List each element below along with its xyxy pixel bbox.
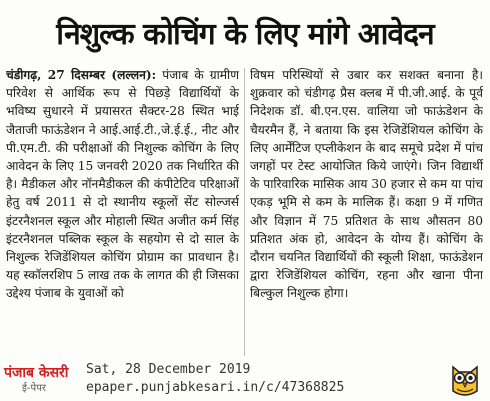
article-dateline: चंडीगढ़, 27 दिसम्बर (लल्लन): bbox=[6, 68, 157, 82]
owl-icon bbox=[446, 361, 484, 399]
article-headline: निशुल्क कोचिंग के लिए मांगे आवेदन bbox=[56, 17, 434, 52]
edition-date: Sat, 28 December 2019 bbox=[86, 362, 251, 377]
article-column-right bbox=[250, 66, 483, 358]
article-body-right: विषम परिस्थियों से उबार कर सशक्त बनाना है। शुक्रवार को चंडीगढ़ प्रैस क्लब में पी.जी.आई. के पूर्व निदेशक डॉ. बी.एन.एस. वालिया जो फाऊंडेशन के चैयरमैन हैं, ने बताया कि इस रेजिडेंशियल कोचिंग के लिए आर्मेंटिज एप्लीकेशन के बाद समूचे प्रदेश में पांच जगहों पर टेस्ट आयोजित किये जाएंगे। जिन विद्यार्थी के पारिवारिक मासिक आय 30 हजार से कम या पांच एकड़ भूमि से कम के मालिक हैं। कक्षा 9 में गणित और विज्ञान में 75 प्रतिशत के साथ औसतन 80 प्रतिशत अंक हो, आवेदन के योग्य हैं। कोचिंग के दौरान चयनित विद्यार्थियों की स्कूली शिक्षा, फाऊंडेशन द्वारा रेजिडेंशियल कोचिंग, रहना और खाना पीना बिल्कुल निशुल्क होगा। bbox=[250, 68, 483, 301]
epaper-footer bbox=[0, 360, 490, 401]
brand-logo[interactable] bbox=[4, 363, 74, 393]
article-paragraph-left bbox=[6, 66, 239, 303]
brand-name: पंजाब केसरी bbox=[4, 365, 69, 381]
article-column-left bbox=[6, 66, 239, 358]
article-body-left: पंजाब के ग्रामीण परिवेश से आर्थिक रूप से पिछड़े विद्यार्थियों के भविष्य सुधारने में प्रयासरत सैक्टर-28 स्थित भाई जैताजी फाऊंडेशन ने आई.आई.टी.,जे.ई.ई., नीट और पी.एम.टी. की परीक्षाओं की निशुल्क कोचिंग के लिए आवेदन के लिए 15 जनवरी 2020 तक निर्धारित की है। मैडीकल और नॉनमैडीकल की कंपीटेटिव परिक्षाओं हेतु वर्ष 2011 से दो स्थानीय स्कूलों सेंट सोल्जर्स इंटरनैशनल स्कूल और मोहाली स्थित अजीत कर्म सिंह इंटरनैशनल पब्लिक स्कूल के सहयोग से दो साल के निशुल्क रेजिडेंशियल कोचिंग प्रोग्राम का प्रावधान है। यह स्कॉलरशिप 5 लाख तक के लागत की ही जिसका उद्देश्य पंजाब के युवाओं को bbox=[6, 68, 239, 301]
column-divider bbox=[244, 68, 245, 356]
epaper-link[interactable]: epaper.punjabkesari.in/c/47368825 bbox=[86, 380, 345, 395]
brand-subtitle: ई-पेपर bbox=[22, 383, 46, 394]
